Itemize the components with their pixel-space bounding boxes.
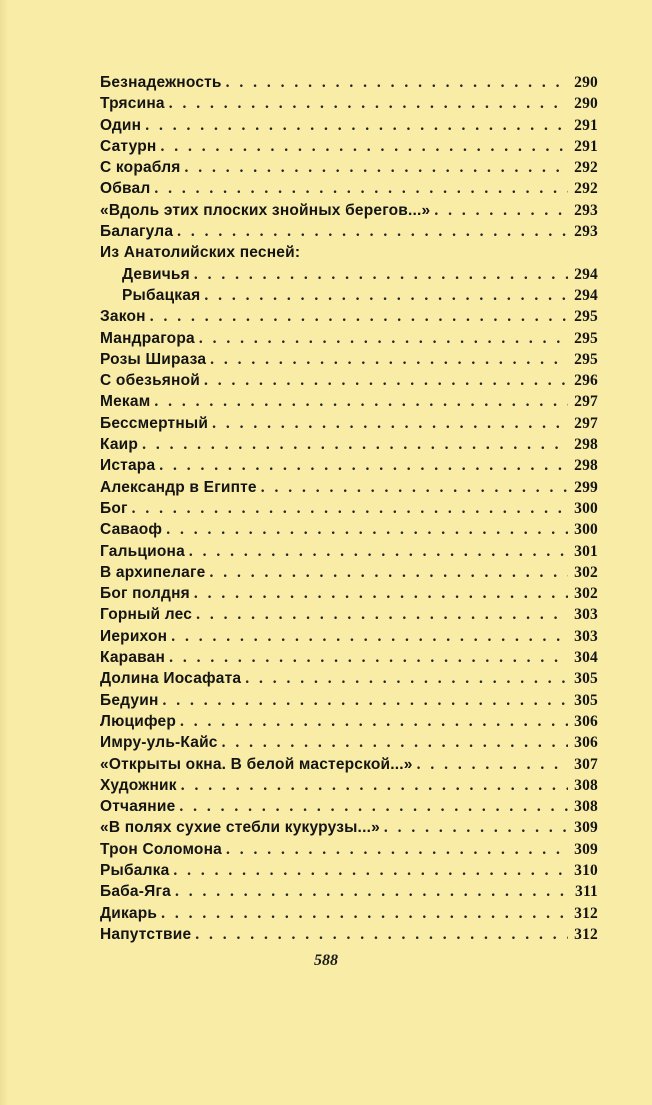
toc-entry-title: Трясина [100, 95, 165, 113]
toc-entry [100, 328, 598, 349]
dot-leader [245, 668, 568, 689]
toc-entry-title: Бог [100, 499, 128, 517]
dot-leader [173, 860, 568, 881]
toc-entry-title: С обезьяной [100, 372, 200, 390]
toc-entry [100, 924, 598, 945]
toc-entry-title: Мандрагора [100, 329, 195, 347]
dot-leader [160, 136, 568, 157]
toc-entry-page: 303 [574, 627, 598, 645]
dot-leader [209, 562, 568, 583]
dot-leader [417, 754, 568, 775]
dot-leader [204, 370, 568, 391]
toc-entry [100, 903, 598, 924]
toc-entry-title: Баба-Яга [100, 883, 171, 901]
toc-entry-page: 308 [574, 798, 598, 816]
toc-entry-title: Безнадежность [100, 74, 222, 91]
toc-entry-title: Горный лес [100, 606, 193, 624]
toc-entry [100, 93, 598, 114]
toc-entry-page: 297 [574, 393, 598, 411]
toc-entry-title: «В полях сухие стебли кукурузы...» [100, 819, 380, 837]
toc-entry-title: «Открыты окна. В белой мастерской...» [100, 755, 413, 773]
toc-entry-title: Художник [100, 776, 177, 794]
toc-entry-title: Бог полдня [100, 585, 190, 603]
toc-entry [100, 519, 598, 540]
toc-entry-title: Дикарь [100, 904, 158, 922]
dot-leader [154, 178, 568, 199]
toc-entry [100, 775, 598, 796]
toc-entry-page: 302 [574, 563, 598, 581]
toc-entry-title: Саваоф [100, 521, 163, 539]
page-number: 588 [314, 952, 338, 969]
toc-entry-title: Иерихон [100, 627, 168, 645]
toc-entry-title: Александр в Египте [100, 478, 257, 496]
toc-entry-title: В архипелаге [100, 563, 206, 581]
toc-entry [100, 157, 598, 178]
page-edge [0, 0, 8, 1105]
toc-entry-title: Балагула [100, 223, 174, 241]
toc-entry-page: 308 [574, 776, 598, 794]
toc-entry-page: 291 [574, 137, 598, 155]
dot-leader [226, 72, 568, 93]
toc-entry-page: 300 [574, 521, 598, 539]
dot-leader [194, 583, 568, 604]
toc-entry-title: Люцифер [100, 712, 177, 730]
toc-entry-page: 290 [574, 74, 598, 91]
toc-entry-page: 305 [574, 670, 598, 688]
toc-entry-page: 295 [574, 329, 598, 347]
toc-entry [100, 72, 598, 93]
toc-entry-title: Долина Иосафата [100, 670, 242, 688]
toc-entry [100, 498, 598, 519]
toc-entry-page: 292 [574, 159, 598, 177]
toc-entry-page: 298 [574, 457, 598, 475]
toc-entry [100, 200, 598, 221]
toc-entry [100, 626, 598, 647]
toc-entry-title: Из Анатолийских песней: [100, 244, 301, 262]
toc-entry-page: 291 [574, 116, 598, 134]
dot-leader [196, 604, 568, 625]
toc-entry [100, 285, 598, 306]
toc-entry [100, 796, 598, 817]
toc-entry-title: Трон Соломона [100, 840, 222, 858]
toc-entry [100, 455, 598, 476]
toc-entry-title: Гальциона [100, 542, 185, 560]
toc-entry [100, 264, 598, 285]
dot-leader [180, 711, 568, 732]
toc-entry-page: 294 [574, 286, 598, 304]
toc-entry-page: 305 [574, 691, 598, 709]
dot-leader [169, 93, 568, 114]
toc-entry-page: 300 [574, 499, 598, 517]
toc-entry [100, 647, 598, 668]
dot-leader [199, 328, 568, 349]
toc-entry [100, 370, 598, 391]
toc-entry-page: 307 [574, 755, 598, 773]
dot-leader [212, 413, 568, 434]
dot-leader [261, 477, 568, 498]
toc-entry-title: Караван [100, 649, 166, 667]
toc-entry-title: Мекам [100, 393, 151, 411]
toc-entry [100, 477, 598, 498]
dot-leader [384, 817, 568, 838]
toc-entry-page: 303 [574, 606, 598, 624]
toc-entry [100, 583, 598, 604]
dot-leader [142, 434, 568, 455]
toc-entry [100, 562, 598, 583]
toc-entry [100, 434, 598, 455]
toc-entry-title: Розы Шираза [100, 350, 207, 368]
toc-entry [100, 115, 598, 136]
dot-leader [159, 455, 568, 476]
toc-entry-page: 298 [574, 436, 598, 454]
toc-entry [100, 690, 598, 711]
toc-entry-page: 295 [574, 350, 598, 368]
toc-entry-title: Сатурн [100, 137, 157, 155]
dot-leader [189, 541, 568, 562]
toc-entry-page: 311 [575, 883, 598, 901]
table-of-contents [100, 72, 598, 945]
toc-entry-page: 312 [574, 904, 598, 922]
toc-entry [100, 349, 598, 370]
toc-entry [100, 881, 598, 902]
toc-entry [100, 711, 598, 732]
dot-leader [222, 732, 568, 753]
dot-leader [195, 924, 568, 945]
dot-leader [150, 306, 568, 327]
dot-leader [163, 690, 568, 711]
dot-leader [166, 519, 568, 540]
toc-entry-title: Девичья [122, 265, 190, 283]
toc-entry-title: Рыбацкая [122, 286, 201, 304]
dot-leader [210, 349, 568, 370]
toc-entry-title: Отчаяние [100, 798, 176, 816]
dot-leader [185, 157, 569, 178]
toc-entry-page: 309 [574, 819, 598, 837]
toc-entry-page: 293 [574, 223, 598, 241]
toc-entry-page: 309 [574, 840, 598, 858]
toc-entry-page: 301 [574, 542, 598, 560]
dot-leader [194, 264, 568, 285]
dot-leader [434, 200, 568, 221]
toc-entry-page: 306 [574, 734, 598, 752]
toc-entry-title: Каир [100, 436, 139, 454]
toc-entry-title: С корабля [100, 159, 181, 177]
toc-entry [100, 136, 598, 157]
toc-entry [100, 754, 598, 775]
toc-entry-title: «Вдоль этих плоских знойных берегов...» [100, 201, 431, 219]
toc-entry [100, 732, 598, 753]
dot-leader [161, 903, 568, 924]
toc-entry [100, 413, 598, 434]
toc-entry [100, 221, 598, 242]
toc-entry [100, 306, 598, 327]
toc-entry-page: 312 [574, 925, 598, 943]
toc-entry [100, 860, 598, 881]
toc-entry-page: 290 [574, 95, 598, 113]
toc-entry-page: 302 [574, 585, 598, 603]
toc-entry-title: Имру-уль-Кайс [100, 734, 218, 752]
toc-entry-page: 304 [574, 649, 598, 667]
toc-entry-page: 297 [574, 414, 598, 432]
dot-leader [145, 115, 568, 136]
toc-entry [100, 817, 598, 838]
dot-leader [132, 498, 568, 519]
toc-entry-title: Бессмертный [100, 414, 209, 432]
toc-entry-page: 310 [574, 861, 598, 879]
dot-leader [181, 775, 568, 796]
toc-entry-page: 299 [574, 478, 598, 496]
toc-entry [100, 839, 598, 860]
toc-entry [100, 668, 598, 689]
toc-section-heading [100, 242, 598, 263]
toc-entry [100, 178, 598, 199]
dot-leader [175, 881, 568, 902]
dot-leader [154, 391, 568, 412]
dot-leader [171, 626, 568, 647]
toc-entry [100, 391, 598, 412]
toc-entry-title: Закон [100, 308, 146, 326]
toc-entry-title: Обвал [100, 180, 151, 198]
toc-entry [100, 541, 598, 562]
toc-entry [100, 604, 598, 625]
toc-entry-page: 306 [574, 712, 598, 730]
dot-leader [226, 839, 568, 860]
toc-entry-page: 292 [574, 180, 598, 198]
dot-leader [177, 221, 568, 242]
toc-entry-title: Истара [100, 457, 156, 475]
dot-leader [179, 796, 568, 817]
dot-leader [204, 285, 568, 306]
toc-entry-page: 295 [574, 308, 598, 326]
toc-entry-page: 294 [574, 265, 598, 283]
toc-entry-title: Напутствие [100, 925, 192, 943]
dot-leader [169, 647, 568, 668]
toc-entry-title: Один [100, 116, 142, 134]
toc-entry-title: Рыбалка [100, 861, 170, 879]
toc-entry-page: 293 [574, 201, 598, 219]
toc-entry-page: 296 [574, 372, 598, 390]
toc-entry-title: Бедуин [100, 691, 159, 709]
